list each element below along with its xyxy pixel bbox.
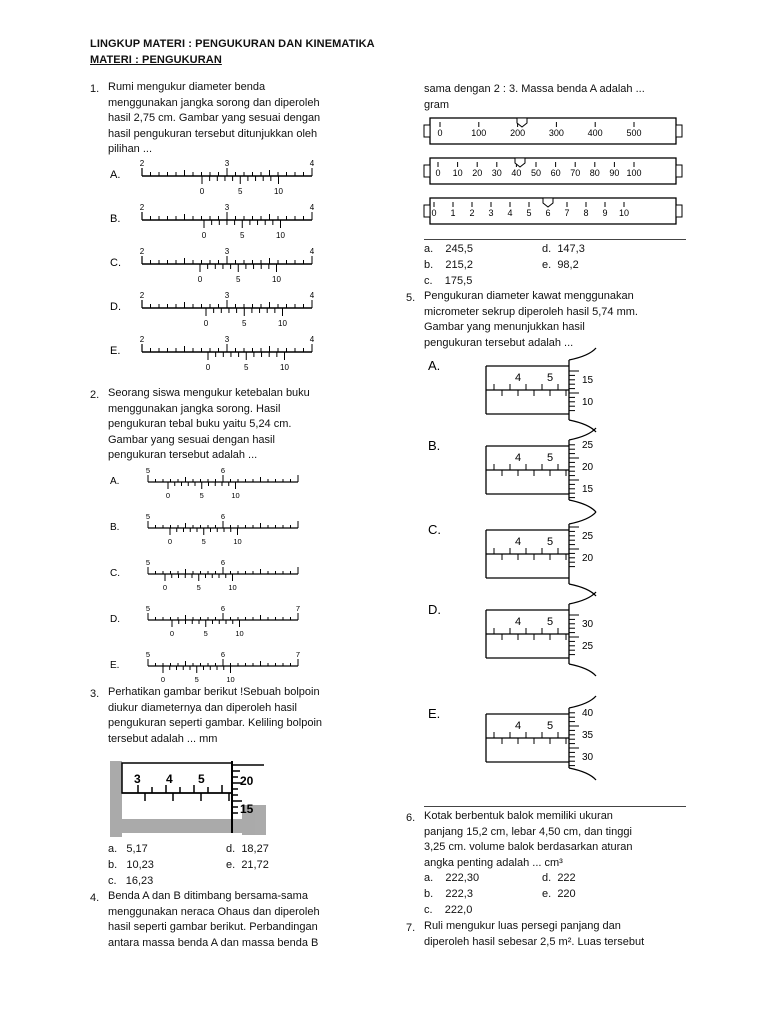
main-scale-label: 2 [139, 335, 145, 344]
main-scale-label: 3 [224, 203, 230, 212]
q6-answer-e[interactable] [542, 888, 576, 900]
q2-line: Seorang siswa mengukur ketebalan buku [108, 387, 310, 399]
q5-line: pengukuran tersebut adalah ... [424, 336, 574, 349]
micrometer-thimble-label: 20 [582, 553, 594, 564]
micrometer-thimble-label: 30 [582, 752, 594, 763]
micrometer-thimble-label: 15 [582, 375, 594, 386]
ohaus-scale-label: 8 [583, 208, 589, 218]
q6-line: 3,25 cm. volume balok berdasarkan aturan [424, 841, 633, 853]
answer-value: 147,3 [557, 243, 585, 255]
ohaus-scale-label: 6 [545, 208, 551, 218]
ohaus-scale-label: 50 [530, 168, 542, 178]
ohaus-beam-end [676, 205, 682, 217]
q3-answer-a[interactable] [108, 843, 148, 855]
answer-letter: b. [424, 888, 434, 900]
micrometer-main-label: 5 [546, 372, 554, 384]
q4-answer-e[interactable] [542, 259, 579, 271]
ohaus-scale-label: 10 [452, 168, 463, 178]
vernier-label: 10 [272, 275, 281, 284]
q1-line: Rumi mengukur diameter benda [108, 81, 266, 93]
micrometer-thimble-label: 20 [582, 462, 594, 473]
ohaus-scale-label: 300 [548, 128, 564, 138]
main-scale-label: 2 [139, 291, 145, 300]
main-scale-label: 6 [220, 558, 226, 567]
ohaus-scale-label: 7 [564, 208, 570, 218]
vernier-label: 0 [199, 187, 205, 196]
q4-line: gram [424, 98, 450, 111]
vernier-label: 10 [226, 675, 235, 684]
q4-line: Benda A dan B ditimbang bersama-sama [108, 890, 308, 902]
q7-number: 7. [406, 922, 416, 934]
ohaus-beam-end [676, 165, 682, 177]
q3-main-label: 4 [166, 772, 173, 786]
main-scale-label: 7 [295, 650, 301, 659]
q2-line: menggunakan jangka sorong. Hasil [108, 402, 281, 415]
micrometer-thimble-label: 25 [582, 440, 594, 451]
q1-line: hasil pengukuran tersebut ditunjukkan oleh [108, 127, 318, 140]
main-scale-label: 5 [145, 466, 151, 475]
answer-letter: e. [542, 888, 552, 900]
main-scale-label: 6 [220, 466, 226, 475]
q3-main-label: 5 [198, 772, 205, 786]
answer-value: 175,5 [444, 275, 473, 287]
answer-value: 222,3 [445, 888, 473, 900]
q1-number: 1. [90, 83, 100, 95]
q7-line: diperoleh hasil sebesar 2,5 m². Luas tersebut [424, 935, 645, 948]
q2-option-label: A. [110, 476, 120, 487]
vernier-label: 10 [274, 187, 283, 196]
micrometer-thimble-label: 25 [582, 641, 594, 652]
answer-letter: d. [542, 243, 552, 255]
q6-text [424, 809, 724, 871]
ohaus-beam-end [676, 125, 682, 137]
vernier-label: 0 [205, 363, 211, 372]
ohaus-beam-end [424, 205, 430, 217]
q2-option-label: B. [110, 522, 120, 533]
vernier-label: 5 [244, 363, 249, 372]
vernier-label: 0 [165, 491, 171, 500]
divider [424, 806, 686, 807]
main-scale-label: 4 [309, 203, 315, 212]
micrometer-main-label: 4 [514, 452, 522, 464]
micrometer-thimble-label: 25 [582, 531, 594, 542]
q1-text [108, 80, 398, 158]
main-scale-label: 2 [139, 159, 145, 168]
answer-letter: b. [108, 859, 118, 871]
ohaus-scale-label: 70 [570, 168, 581, 178]
main-scale-label: 3 [224, 335, 230, 344]
main-scale-label: 3 [224, 291, 230, 300]
q3-line: pengukuran seperti gambar. Keliling bolpoin [108, 717, 323, 729]
q4-number: 4. [90, 892, 100, 904]
vernier-label: 5 [194, 675, 199, 684]
q6-line: angka penting adalah ... cm³ [424, 856, 563, 869]
answer-value: 222,30 [445, 872, 480, 884]
main-scale-label: 6 [220, 604, 226, 613]
vernier-label: 0 [201, 231, 207, 240]
micrometer-main-label: 4 [514, 720, 522, 732]
main-scale-label: 4 [309, 247, 315, 256]
q5-option-label: B. [428, 438, 441, 453]
main-scale-label: 7 [295, 604, 301, 613]
vernier-label: 5 [199, 491, 204, 500]
vernier-label: 0 [162, 583, 168, 592]
answer-letter: b. [424, 259, 434, 271]
ohaus-scale-label: 400 [587, 128, 603, 138]
divider [424, 239, 686, 240]
q3-thimble-label: 15 [240, 802, 254, 816]
q1-option-label: B. [110, 213, 121, 225]
micrometer-thimble-label: 15 [582, 484, 594, 495]
q6-line: Kotak berbentuk balok memiliki ukuran [424, 810, 613, 822]
main-scale-label: 6 [220, 512, 226, 521]
q5-line: Gambar yang menunjukkan hasil [424, 321, 585, 333]
q4-answer-b[interactable] [424, 259, 473, 271]
q1-line: pilihan ... [108, 143, 153, 155]
micrometer-thimble-label: 40 [582, 708, 594, 719]
q2-line: pengukuran tebal buku yaitu 5,24 cm. [108, 418, 292, 430]
q4-text [108, 889, 398, 951]
answer-letter: c. [424, 275, 433, 287]
vernier-label: 5 [240, 231, 245, 240]
vernier-label: 10 [276, 231, 285, 240]
q2-text [108, 386, 398, 464]
q5-option-label: E. [428, 706, 441, 721]
ohaus-scale-label: 10 [618, 208, 630, 218]
ohaus-scale-label: 5 [526, 208, 532, 218]
ohaus-scale-label: 20 [472, 168, 483, 178]
ohaus-scale-label: 2 [469, 208, 475, 218]
answer-value: 215,2 [445, 259, 473, 271]
vernier-label: 10 [278, 319, 287, 328]
vernier-label: 5 [236, 275, 241, 284]
ohaus-beam-end [424, 125, 430, 137]
vernier-label: 10 [235, 629, 244, 638]
q4-line: menggunakan neraca Ohaus dan diperoleh [108, 905, 320, 918]
q4-text-continued [424, 82, 714, 113]
ohaus-scale-label: 100 [471, 128, 487, 138]
q5-line: Pengukuran diameter kawat menggunakan [424, 290, 634, 302]
q5-text [424, 289, 724, 351]
answer-letter: c. [424, 904, 433, 916]
vernier-label: 10 [231, 491, 240, 500]
q2-option-label: C. [110, 568, 120, 579]
ohaus-scale-label: 0 [431, 208, 437, 218]
micrometer-main-label: 4 [514, 616, 522, 628]
main-scale-label: 2 [139, 247, 145, 256]
vernier-label: 10 [280, 363, 289, 372]
answer-value: 220 [557, 888, 576, 900]
micrometer-main-label: 5 [546, 536, 554, 548]
ohaus-scale-label: 500 [626, 128, 642, 138]
q3-answer-d[interactable] [226, 843, 269, 855]
answer-value: 18,27 [241, 843, 269, 855]
micrometer-thimble [569, 592, 596, 676]
q2-line: pengukuran tersebut adalah ... [108, 449, 258, 461]
q5-micrometer-figure [424, 348, 624, 804]
q3-line: diukur diameternya dan diperoleh hasil [108, 701, 297, 714]
q1-option-label: C. [110, 257, 121, 269]
answer-letter: e. [542, 259, 552, 271]
ohaus-scale-label: 80 [589, 168, 600, 178]
q1-option-label: E. [110, 345, 121, 357]
answer-letter: a. [424, 872, 434, 884]
q4-ohaus-figure [424, 114, 688, 242]
ohaus-scale-label: 30 [491, 168, 502, 178]
q1-vernier-figure [110, 158, 330, 372]
q3-micrometer-figure [108, 757, 268, 839]
q5-option-label: D. [428, 602, 441, 617]
main-scale-label: 4 [309, 159, 315, 168]
q3-number: 3. [90, 688, 100, 700]
q4-line: antara massa benda A dan massa benda B [108, 936, 319, 949]
main-scale-label: 6 [220, 650, 226, 659]
answer-letter: c. [108, 875, 117, 887]
q1-line: hasil 2,75 cm. Gambar yang sesuai dengan [108, 112, 321, 124]
micrometer-main-label: 5 [546, 616, 554, 628]
ohaus-beam-end [424, 165, 430, 177]
vernier-label: 0 [167, 537, 173, 546]
answer-value: 222 [557, 872, 576, 884]
q1-line: menggunakan jangka sorong dan diperoleh [108, 96, 320, 109]
vernier-label: 0 [169, 629, 175, 638]
q5-option-label: A. [428, 358, 441, 373]
vernier-label: 5 [201, 537, 206, 546]
ohaus-scale-label: 200 [510, 128, 526, 138]
ohaus-scale-label: 40 [511, 168, 522, 178]
q3-answer-e[interactable] [226, 859, 269, 871]
main-scale-label: 4 [309, 291, 315, 300]
micrometer-main-label: 5 [546, 452, 554, 464]
micrometer-thimble-label: 30 [582, 619, 594, 630]
q3-main-label: 3 [134, 772, 141, 786]
q3-answer-c[interactable] [108, 875, 153, 887]
ohaus-scale-label: 1 [450, 208, 456, 218]
ohaus-scale-label: 0 [437, 128, 443, 138]
answer-value: 222,0 [444, 904, 473, 916]
ohaus-scale-label: 3 [488, 208, 494, 218]
main-scale-label: 5 [145, 650, 151, 659]
answer-value: 10,23 [126, 859, 154, 871]
q1-option-label: D. [110, 301, 121, 313]
main-scale-label: 4 [309, 335, 315, 344]
main-scale-label: 3 [224, 159, 230, 168]
q5-line: micrometer sekrup diperoleh hasil 5,74 mm. [424, 305, 638, 318]
q4-answer-c[interactable] [424, 275, 472, 287]
vernier-label: 0 [197, 275, 203, 284]
q3-line: tersebut adalah ... mm [108, 732, 218, 745]
micrometer-main-label: 4 [514, 372, 522, 384]
micrometer-thimble-label: 10 [582, 397, 594, 408]
q2-number: 2. [90, 389, 100, 401]
q3-answer-b[interactable] [108, 859, 154, 871]
q6-answer-c[interactable] [424, 904, 472, 916]
q4-line: sama dengan 2 : 3. Massa benda A adalah ... [424, 83, 645, 95]
q3-thimble-label: 20 [240, 774, 254, 788]
answer-letter: a. [424, 243, 434, 255]
q6-answer-b[interactable] [424, 888, 473, 900]
ohaus-scale-label: 4 [507, 208, 513, 218]
q6-number: 6. [406, 812, 416, 824]
ohaus-scale-label: 90 [609, 168, 620, 178]
main-scale-label: 5 [145, 512, 151, 521]
q4-answer-a[interactable] [424, 243, 473, 255]
answer-value: 245,5 [445, 243, 473, 255]
ohaus-scale-label: 60 [550, 168, 561, 178]
micrometer-thimble [569, 348, 596, 432]
vernier-label: 10 [233, 537, 242, 546]
q3-text [108, 685, 398, 747]
ohaus-scale-label: 9 [602, 208, 608, 218]
answer-value: 21,72 [241, 859, 269, 871]
q5-option-label: C. [428, 522, 441, 537]
q1-option-label: A. [110, 169, 121, 181]
ohaus-scale-label: 100 [626, 168, 642, 178]
q6-answer-a[interactable] [424, 872, 479, 884]
q7-text [424, 919, 724, 950]
ohaus-scale-label: 0 [435, 168, 441, 178]
header-scope: LINGKUP MATERI : PENGUKURAN DAN KINEMATIKA [90, 38, 375, 50]
vernier-label: 0 [160, 675, 166, 684]
q6-answer-d[interactable] [542, 872, 576, 884]
answer-value: 98,2 [557, 259, 579, 271]
q2-option-label: E. [110, 660, 120, 671]
main-scale-label: 3 [224, 247, 230, 256]
header-materi: MATERI : PENGUKURAN [90, 54, 222, 66]
answer-letter: a. [108, 843, 118, 855]
micrometer-main-label: 4 [514, 536, 522, 548]
q2-option-label: D. [110, 614, 120, 625]
answer-letter: d. [542, 872, 552, 884]
answer-value: 5,17 [126, 843, 148, 855]
vernier-label: 10 [228, 583, 237, 592]
answer-letter: e. [226, 859, 236, 871]
vernier-label: 5 [203, 629, 208, 638]
vernier-label: 5 [242, 319, 247, 328]
q4-line: hasil seperti gambar berikut. Perbandingan [108, 921, 318, 933]
main-scale-label: 2 [139, 203, 145, 212]
q2-line: Gambar yang sesuai dengan hasil [108, 433, 275, 446]
q7-line: Ruli mengukur luas persegi panjang dan [424, 920, 621, 932]
main-scale-label: 5 [145, 604, 151, 613]
q6-line: panjang 15,2 cm, lebar 4,50 cm, dan tinggi [424, 825, 632, 838]
vernier-label: 0 [203, 319, 209, 328]
micrometer-thimble-label: 35 [582, 730, 594, 741]
main-scale-label: 5 [145, 558, 151, 567]
q2-vernier-figure [110, 464, 320, 684]
q3-line: Perhatikan gambar berikut !Sebuah bolpoin [108, 686, 320, 698]
micrometer-main-label: 5 [546, 720, 554, 732]
q4-answer-d[interactable] [542, 243, 585, 255]
vernier-label: 5 [196, 583, 201, 592]
vernier-label: 5 [238, 187, 243, 196]
q5-number: 5. [406, 292, 416, 304]
answer-value: 16,23 [125, 875, 154, 887]
answer-letter: d. [226, 843, 236, 855]
